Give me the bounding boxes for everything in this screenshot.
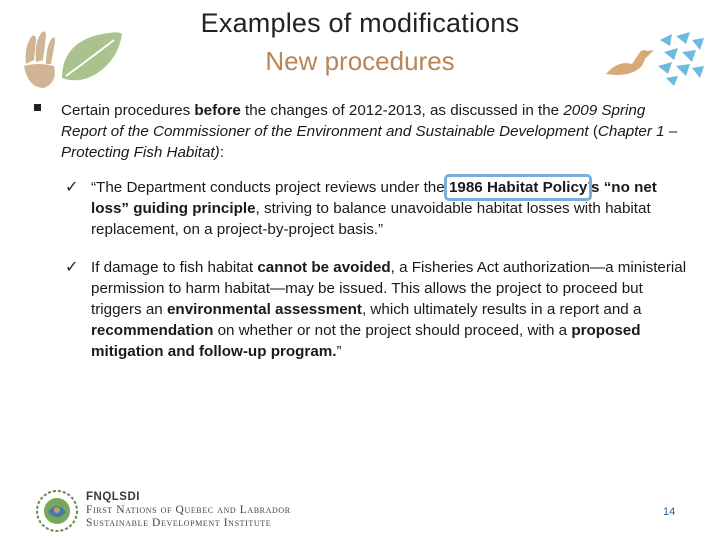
logo-acronym: FNQLSDI	[86, 491, 140, 503]
institute-logo	[34, 488, 314, 534]
bullet-text: Certain procedures before the changes of 2012-2013, as discussed in the 2009 Spring Report of the Commissioner of the Environment and Sustainable Development (Chapter 1 – Protecting Fish Habitat):	[61, 102, 678, 161]
logo-name-line-2: Sustainable Development Institute	[86, 517, 272, 529]
checkmark-icon: ✓	[65, 259, 79, 276]
checkmark-icon: ✓	[65, 179, 79, 196]
logo-name-line-1: First Nations of Quebec and Labrador	[86, 504, 291, 516]
slide-title: Examples of modifications	[200, 8, 520, 38]
check-item-1	[34, 177, 694, 240]
check-item-2	[34, 257, 694, 362]
slide-body	[34, 100, 694, 362]
page-number: 14	[663, 506, 676, 518]
check-item-2-text: If damage to fish habitat cannot be avoided, a Fisheries Act authorization—a ministerial permission to harm habitat—may be issued. This allows the project to proceed but triggers an environmental assessment, which ultimately results in a report and a recommendation on whether or not the project should proceed, with a proposed mitigation and follow-up program.”	[91, 259, 687, 360]
slide-subtitle: New procedures	[265, 46, 455, 76]
bullet-item	[34, 100, 694, 163]
institute-emblem-icon	[34, 488, 80, 534]
check-item-1-text: “The Department conducts project reviews under the 1986 Habitat Policy ’s “no net loss” guiding principle, striving to balance unavoidable habitat losses with habitat replacement, on a project-by-project basis.”	[91, 179, 657, 238]
square-bullet-icon	[34, 104, 41, 111]
highlighted-phrase: 1986 Habitat Policy	[449, 177, 587, 198]
